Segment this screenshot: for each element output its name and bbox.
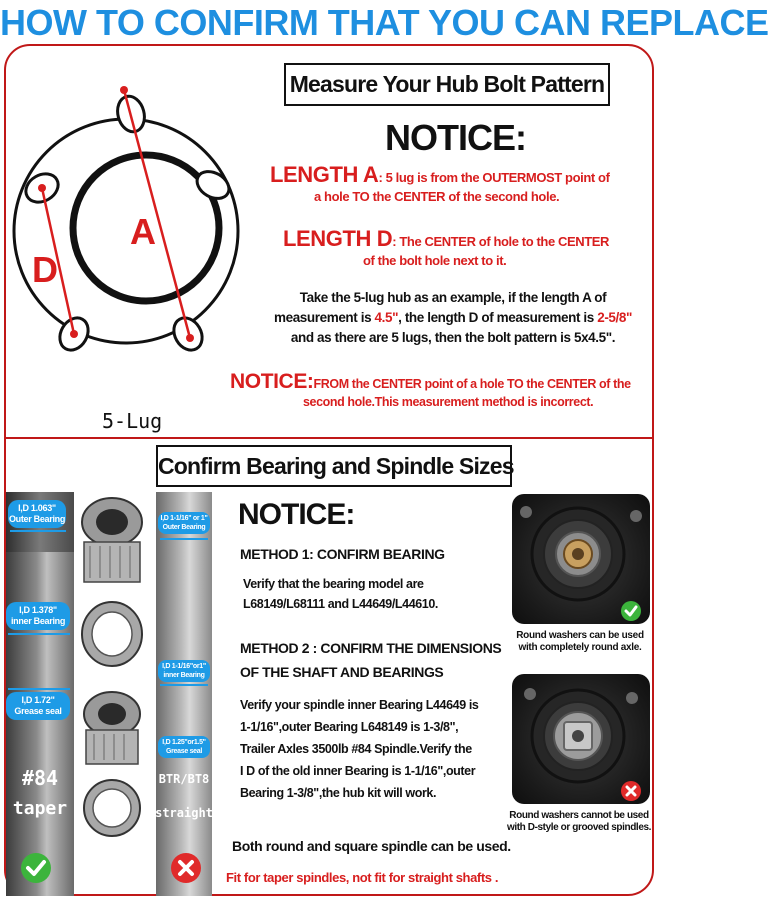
method1-line2: L68149/L68111 and L44649/L44610. xyxy=(243,597,438,611)
photo2-cross-icon xyxy=(620,780,642,802)
length-d-text-line2: of the bolt hole next to it. xyxy=(363,253,507,268)
section1-notice-heading: NOTICE: xyxy=(385,117,526,158)
notice2-line2: second hole.This measurement method is incorrect. xyxy=(303,395,594,409)
diagram-label-d: D xyxy=(32,249,58,290)
straight-type: straight xyxy=(155,806,213,820)
length-a-text-line1: : 5 lug is from the OUTERMOST point of xyxy=(378,170,610,185)
taper-inner-bearing-label xyxy=(6,602,70,630)
method1-heading: METHOD 1: CONFIRM BEARING xyxy=(240,546,445,562)
straight-inner-line1: I,D 1-1/16"or1" xyxy=(162,663,206,670)
example-value-a: 4.5" xyxy=(374,310,399,325)
taper-outer-line1: I,D 1.063" xyxy=(18,503,56,513)
taper-grease-seal-label xyxy=(6,692,70,720)
notice2-line1: FROM the CENTER point of a hole TO the CENTER of the xyxy=(313,377,631,391)
method2-line2: 1-1/16",outer Bearing L648149 is 1-3/8", xyxy=(240,720,459,734)
length-a-block xyxy=(270,162,640,206)
straight-spindle xyxy=(156,492,212,896)
photo2-caption-line2: with D-style or grooved spindles. xyxy=(506,822,652,833)
notice2-label: NOTICE: xyxy=(230,370,314,393)
example-line3: and as there are 5 lugs, then the bolt pattern is 5x4.5". xyxy=(290,330,616,345)
inner-cone-bearing xyxy=(84,692,140,764)
photo1-caption-line1: Round washers can be used xyxy=(516,630,644,641)
section2-notice-heading: NOTICE: xyxy=(238,498,355,531)
method2-paragraph xyxy=(240,694,478,804)
length-a-end-dot xyxy=(186,334,194,342)
fit-text: Fit for taper spindles, not fit for straight shafts . xyxy=(226,870,499,885)
method1-line1: Verify that the bearing model are xyxy=(243,577,424,591)
example-value-d: 2-5/8" xyxy=(597,310,632,325)
method2-line4: I D of the old inner Bearing is 1-1/16",outer xyxy=(240,764,476,778)
straight-inner-arrow xyxy=(160,684,208,686)
method2-line3: Trailer Axles 3500lb #84 Spindle.Verify the xyxy=(240,742,472,756)
example-line1: Take the 5-lug hub as an example, if the length A of xyxy=(299,290,607,305)
straight-seal-line2: Grease seal xyxy=(165,748,202,755)
length-d-text-line1: : The CENTER of hole to the CENTER xyxy=(392,234,610,249)
example-line2-a: measurement is xyxy=(273,310,375,325)
length-a-start-dot xyxy=(120,86,128,94)
method2-line1: Verify your spindle inner Bearing L44649 is xyxy=(240,698,479,712)
straight-outer-bearing-label xyxy=(158,512,210,534)
photo1-caption xyxy=(504,630,656,654)
inner-race xyxy=(84,780,140,836)
section1-title: Measure Your Hub Bolt Pattern xyxy=(284,63,610,106)
example-line2 xyxy=(258,308,648,328)
method2-heading-line1: METHOD 2 : CONFIRM THE DIMENSIONS xyxy=(240,640,502,656)
straight-inner-line2: inner Bearing xyxy=(163,672,205,679)
straight-grease-seal-label xyxy=(158,736,210,758)
photo2-caption xyxy=(500,810,658,834)
photo1-check-icon xyxy=(620,600,642,622)
photo1-caption-line2: with completely round axle. xyxy=(518,642,642,653)
diagram-caption: 5-Lug xyxy=(102,409,163,433)
example-line2-b: , the length D of measurement is xyxy=(398,310,598,325)
length-d-start-dot xyxy=(38,184,46,192)
hub-outer-circle xyxy=(14,119,238,343)
diagram-label-a: A xyxy=(130,211,156,252)
notice2-block xyxy=(230,370,650,410)
straight-number: BTR/BT8 xyxy=(158,772,210,786)
taper-number: #84 xyxy=(21,766,59,790)
hub-bolt-pattern-diagram xyxy=(8,66,248,446)
outer-race xyxy=(82,602,142,666)
taper-outer-bearing-label xyxy=(8,500,66,528)
straight-outer-line2: Outer Bearing xyxy=(162,524,206,531)
taper-outer-line2: Outer Bearing xyxy=(8,514,66,524)
taper-seal-line2: Grease seal xyxy=(14,706,62,716)
taper-inner-arrow xyxy=(8,633,70,635)
taper-seal-line1: I,D 1.72" xyxy=(21,695,55,705)
example-paragraph xyxy=(258,288,648,348)
bearing-parts-column xyxy=(68,492,158,852)
length-a-label: LENGTH A xyxy=(270,162,379,187)
taper-type: taper xyxy=(12,798,68,819)
length-d-end-dot xyxy=(70,330,78,338)
straight-outer-arrow xyxy=(160,538,208,540)
check-icon xyxy=(20,852,52,884)
method2-line5: Bearing 1-3/8",the hub kit will work. xyxy=(240,786,437,800)
taper-inner-line1: I,D 1.378" xyxy=(19,605,57,615)
method2-heading-line2: OF THE SHAFT AND BEARINGS xyxy=(240,664,444,680)
outer-cone-bearing xyxy=(82,498,142,582)
section2-title: Confirm Bearing and Spindle Sizes xyxy=(156,445,512,487)
both-spindle-text: Both round and square spindle can be used. xyxy=(232,838,511,854)
length-d-label: LENGTH D xyxy=(283,226,393,251)
straight-inner-bearing-label xyxy=(158,660,210,682)
taper-seal-arrow xyxy=(8,688,70,690)
taper-outer-arrow xyxy=(10,530,66,532)
taper-inner-line2: inner Bearing xyxy=(10,616,66,626)
banner-title: HOW TO CONFIRM THAT YOU CAN REPLACE xyxy=(0,2,769,43)
length-d-block xyxy=(283,226,643,270)
straight-outer-line1: I,D 1-1/16" or 1" xyxy=(160,515,208,522)
cross-icon xyxy=(170,852,202,884)
straight-seal-line1: I,D 1.25"or1.5" xyxy=(162,739,206,746)
photo2-caption-line1: Round washers cannot be used xyxy=(509,810,649,821)
length-a-text-line2: a hole TO the CENTER of the second hole. xyxy=(314,189,560,204)
